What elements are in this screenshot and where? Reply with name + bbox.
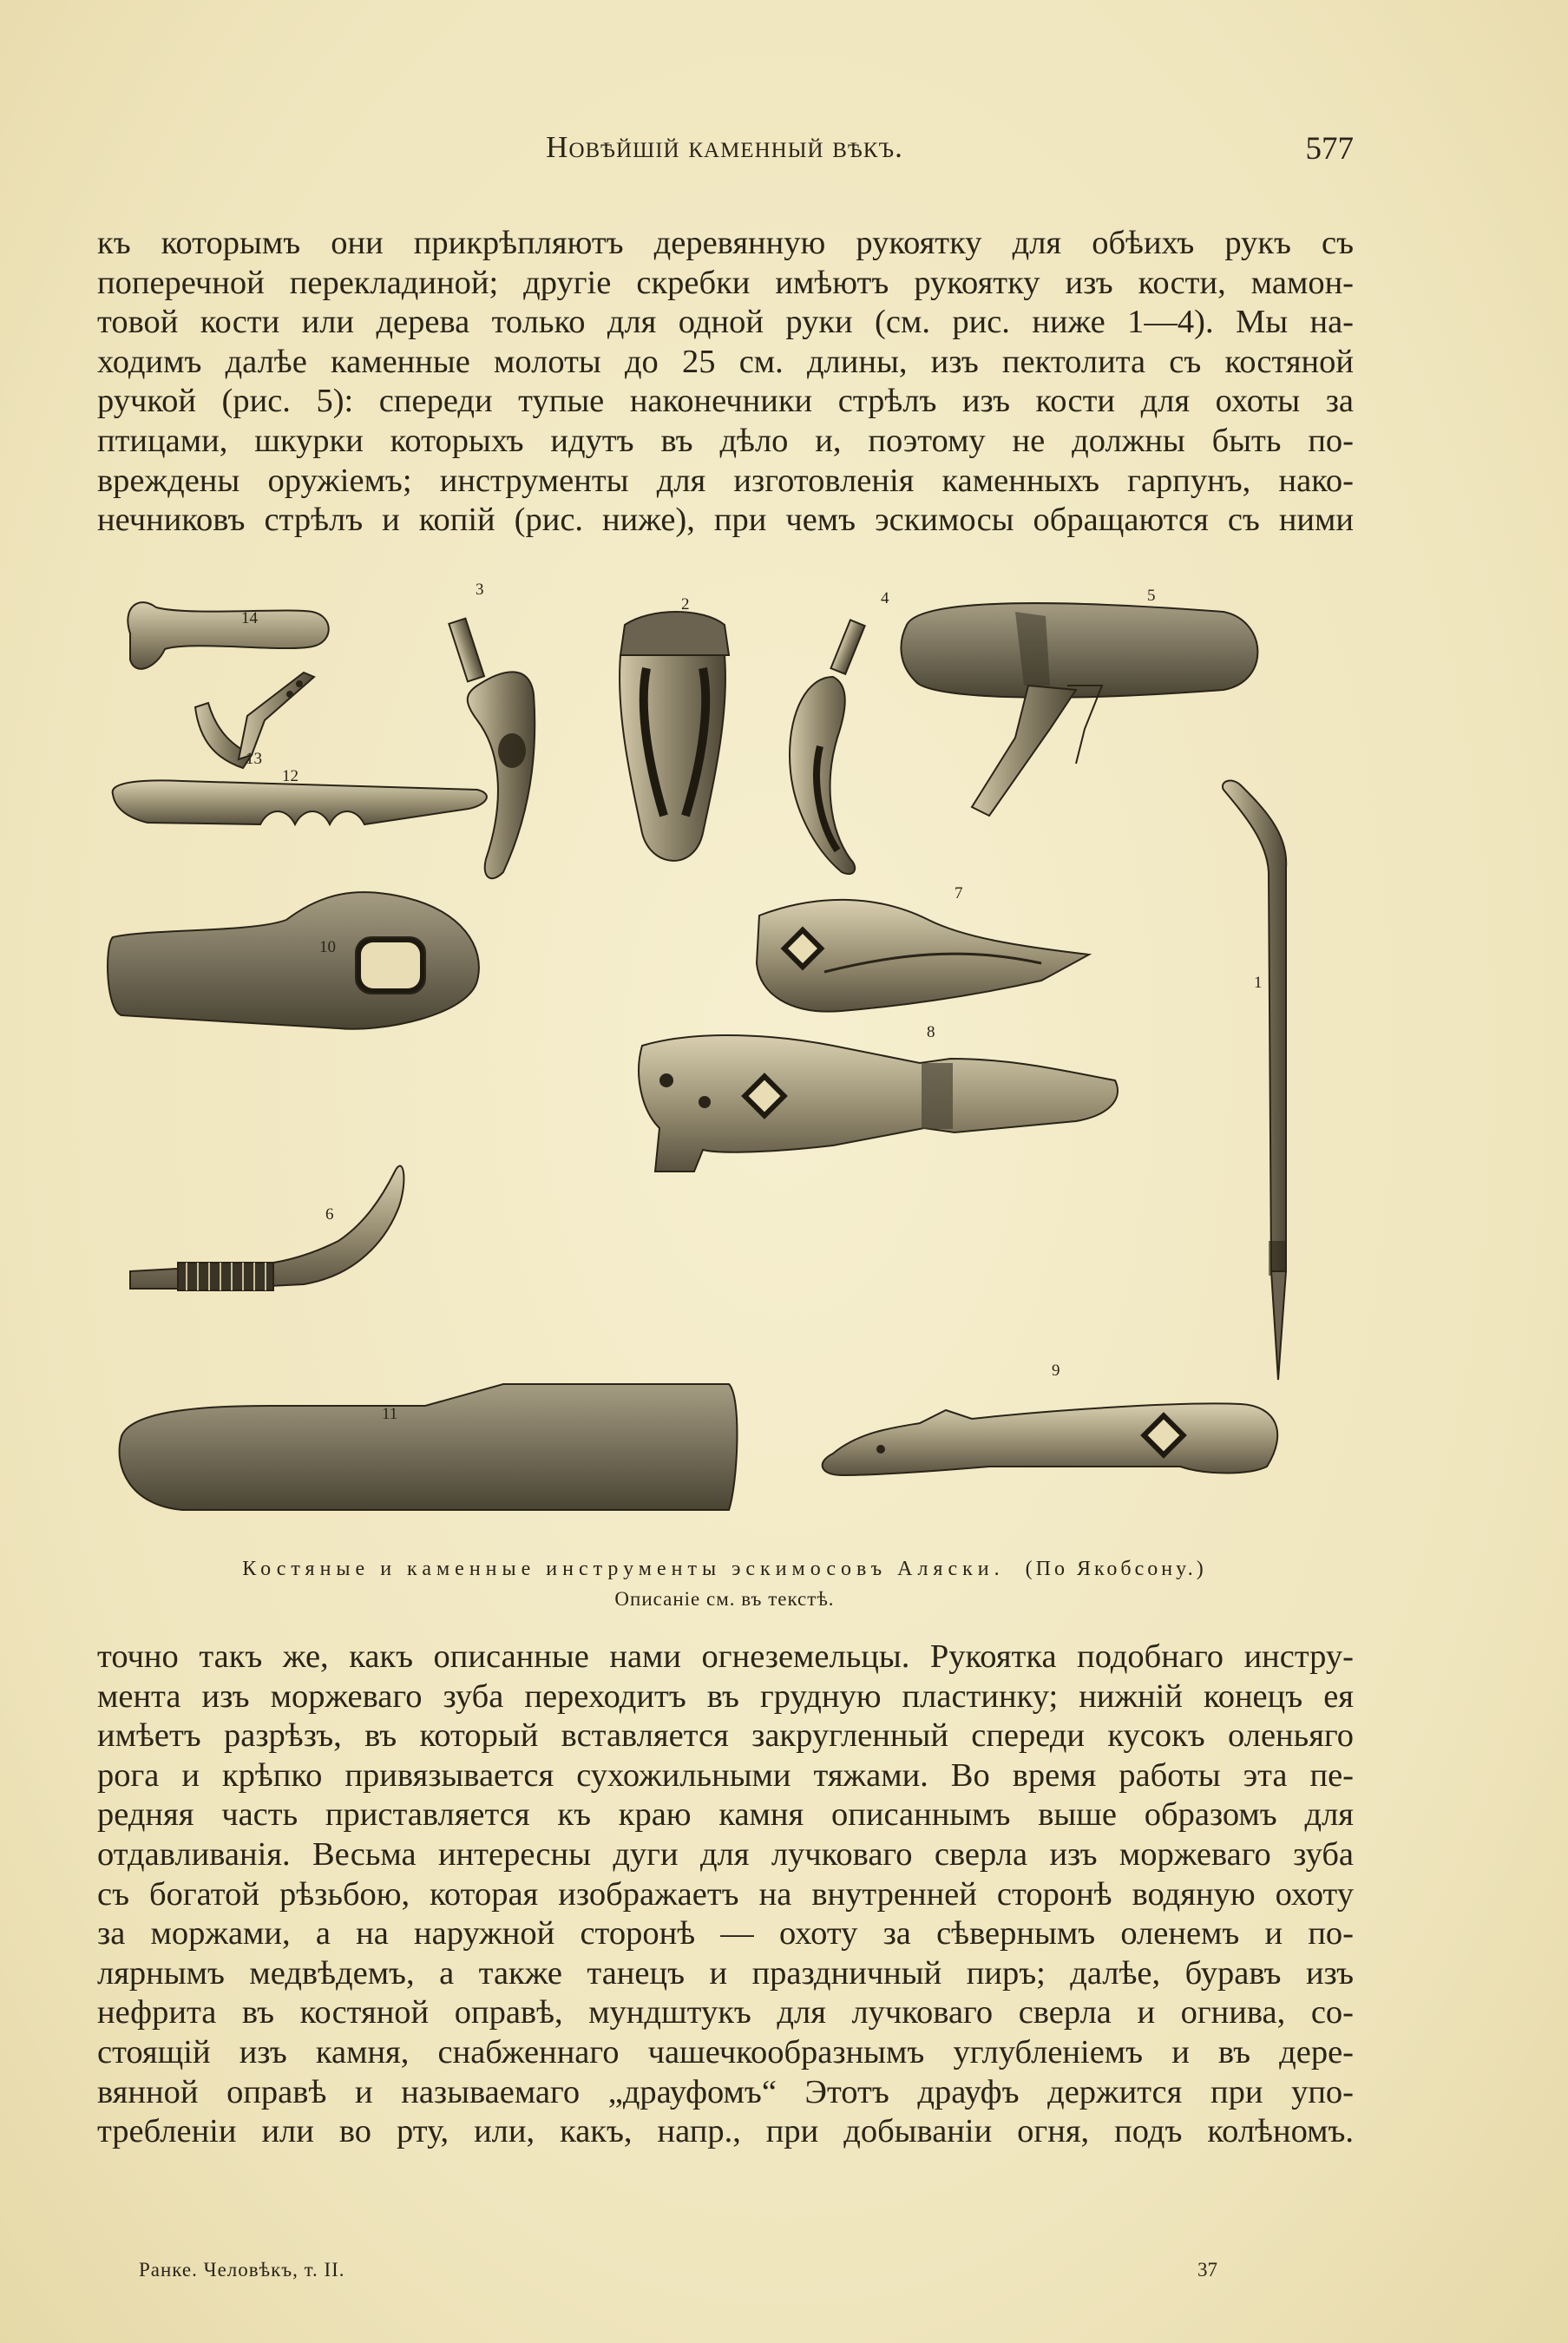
tool-10 [108, 892, 479, 1029]
text-line: требленіи или во рту, или, какъ, напр., при добываніи огня, подъ колѣномъ. [97, 2113, 1354, 2150]
text-line: имѣетъ разрѣзъ, въ который вставляется закругленный спереди кусокъ оленьяго [97, 1717, 1354, 1755]
caption-note: Описаніе см. въ текстѣ. [614, 1588, 835, 1610]
text-line: рога и крѣпко привязывается сухожильными тяжами. Во время работы эта пе- [97, 1756, 1354, 1794]
text-line: ручкой (рис. 5): спереди тупые наконечники стрѣлъ изъ кости для охоты за [97, 383, 1354, 420]
text-line: стоящій изъ камня, снабженнаго чашечкообразнымъ углубленіемъ и въ дере- [97, 2033, 1354, 2071]
text-line: съ богатой рѣзьбою, которая изображаетъ на внутренней сторонѣ водяную охоту [97, 1875, 1354, 1913]
paragraph-bottom [97, 1637, 1354, 2152]
text-line: нечниковъ стрѣлъ и копій (рис. ниже), при чемъ эскимосы обращаются съ ними [97, 502, 1354, 539]
tool-9 [823, 1403, 1278, 1475]
tools-illustration [95, 573, 1354, 1553]
tool-1 [1223, 781, 1286, 1380]
figure-caption [95, 1558, 1354, 1581]
engraving-figure [95, 573, 1354, 1553]
tool-7 [757, 900, 1089, 1012]
page-footer [139, 2259, 1267, 2285]
footer-reference: Ранке. Человѣкъ, т. II. [139, 2259, 345, 2281]
fig-number-12: 12 [282, 767, 299, 785]
text-line: точно такъ же, какъ описанные нами огнеземельцы. Рукоятка подобнаго инстру- [97, 1638, 1354, 1675]
fig-number-6: 6 [325, 1205, 334, 1224]
caption-author: (По Якобсону.) [1025, 1558, 1207, 1580]
fig-number-11: 11 [382, 1405, 398, 1423]
fig-number-4: 4 [881, 589, 889, 607]
fig-number-9: 9 [1052, 1362, 1060, 1380]
tool-12 [113, 780, 487, 824]
paragraph-top [97, 224, 1354, 541]
fig-number-13: 13 [246, 750, 262, 768]
fig-number-5: 5 [1147, 587, 1156, 605]
text-line: редняя часть приставляется къ краю камня описаннымъ выше образомъ для [97, 1796, 1354, 1834]
running-title: Новѣйшій каменный вѣкъ. [546, 130, 903, 164]
text-line: птицами, шкурки которыхъ идутъ въ дѣло и, поэтому не должны быть по- [97, 422, 1354, 459]
fig-number-2: 2 [681, 595, 690, 614]
fig-number-8: 8 [927, 1023, 935, 1041]
text-line: поперечной перекладиной; другіе скребки имѣютъ рукоятку изъ кости, мамон- [97, 264, 1354, 301]
text-line: лярнымъ медвѣдемъ, а также танецъ и праздничный пиръ; далѣе, буравъ изъ [97, 1954, 1354, 1992]
tool-5 [901, 603, 1257, 816]
text-line: ходимъ далѣе каменные молоты до 25 см. длины, изъ пектолита съ костяной [97, 343, 1354, 380]
fig-number-10: 10 [319, 938, 336, 956]
text-line: нефрита въ костяной оправѣ, мундштукъ для лучковаго сверла и огнива, со- [97, 1994, 1354, 2031]
fig-number-7: 7 [955, 884, 963, 902]
tool-4 [790, 620, 865, 874]
tool-8 [639, 1035, 1118, 1172]
text-line: къ которымъ они прикрѣпляютъ деревянную рукоятку для обѣихъ рукъ съ [97, 225, 1354, 261]
fig-number-1: 1 [1254, 974, 1263, 992]
fig-number-3: 3 [476, 581, 484, 599]
text-line: товой кости или дерева только для одной руки (см. рис. ниже 1—4). Мы на- [97, 304, 1354, 341]
tool-11 [120, 1384, 738, 1510]
signature-mark: 37 [1197, 2259, 1217, 2281]
page-number: 577 [1305, 131, 1354, 167]
text-line: отдавливанія. Весьма интересны дуги для лучковаго сверла изъ моржеваго зуба [97, 1835, 1354, 1873]
text-line: за моржами, а на наружной сторонѣ — охоту за сѣвернымъ оленемъ и по- [97, 1915, 1354, 1952]
tool-6 [130, 1166, 403, 1290]
tool-14 [128, 602, 328, 669]
tool-3 [449, 619, 535, 879]
page-header [95, 130, 1354, 174]
text-line: вреждены оружіемъ; инструменты для изготовленія каменныхъ гарпунъ, нако- [97, 462, 1354, 499]
text-line: мента изъ моржеваго зуба переходитъ въ грудную пластинку; нижній конецъ ея [97, 1677, 1354, 1715]
tool-2 [620, 612, 729, 861]
text-line: вянной оправѣ и называемаго „драуфомъ“ Этотъ драуфъ держится при упо- [97, 2073, 1354, 2110]
caption-title: Костяные и каменные инструменты эскимосовъ Аляски. [242, 1558, 1005, 1580]
fig-number-14: 14 [241, 609, 258, 627]
